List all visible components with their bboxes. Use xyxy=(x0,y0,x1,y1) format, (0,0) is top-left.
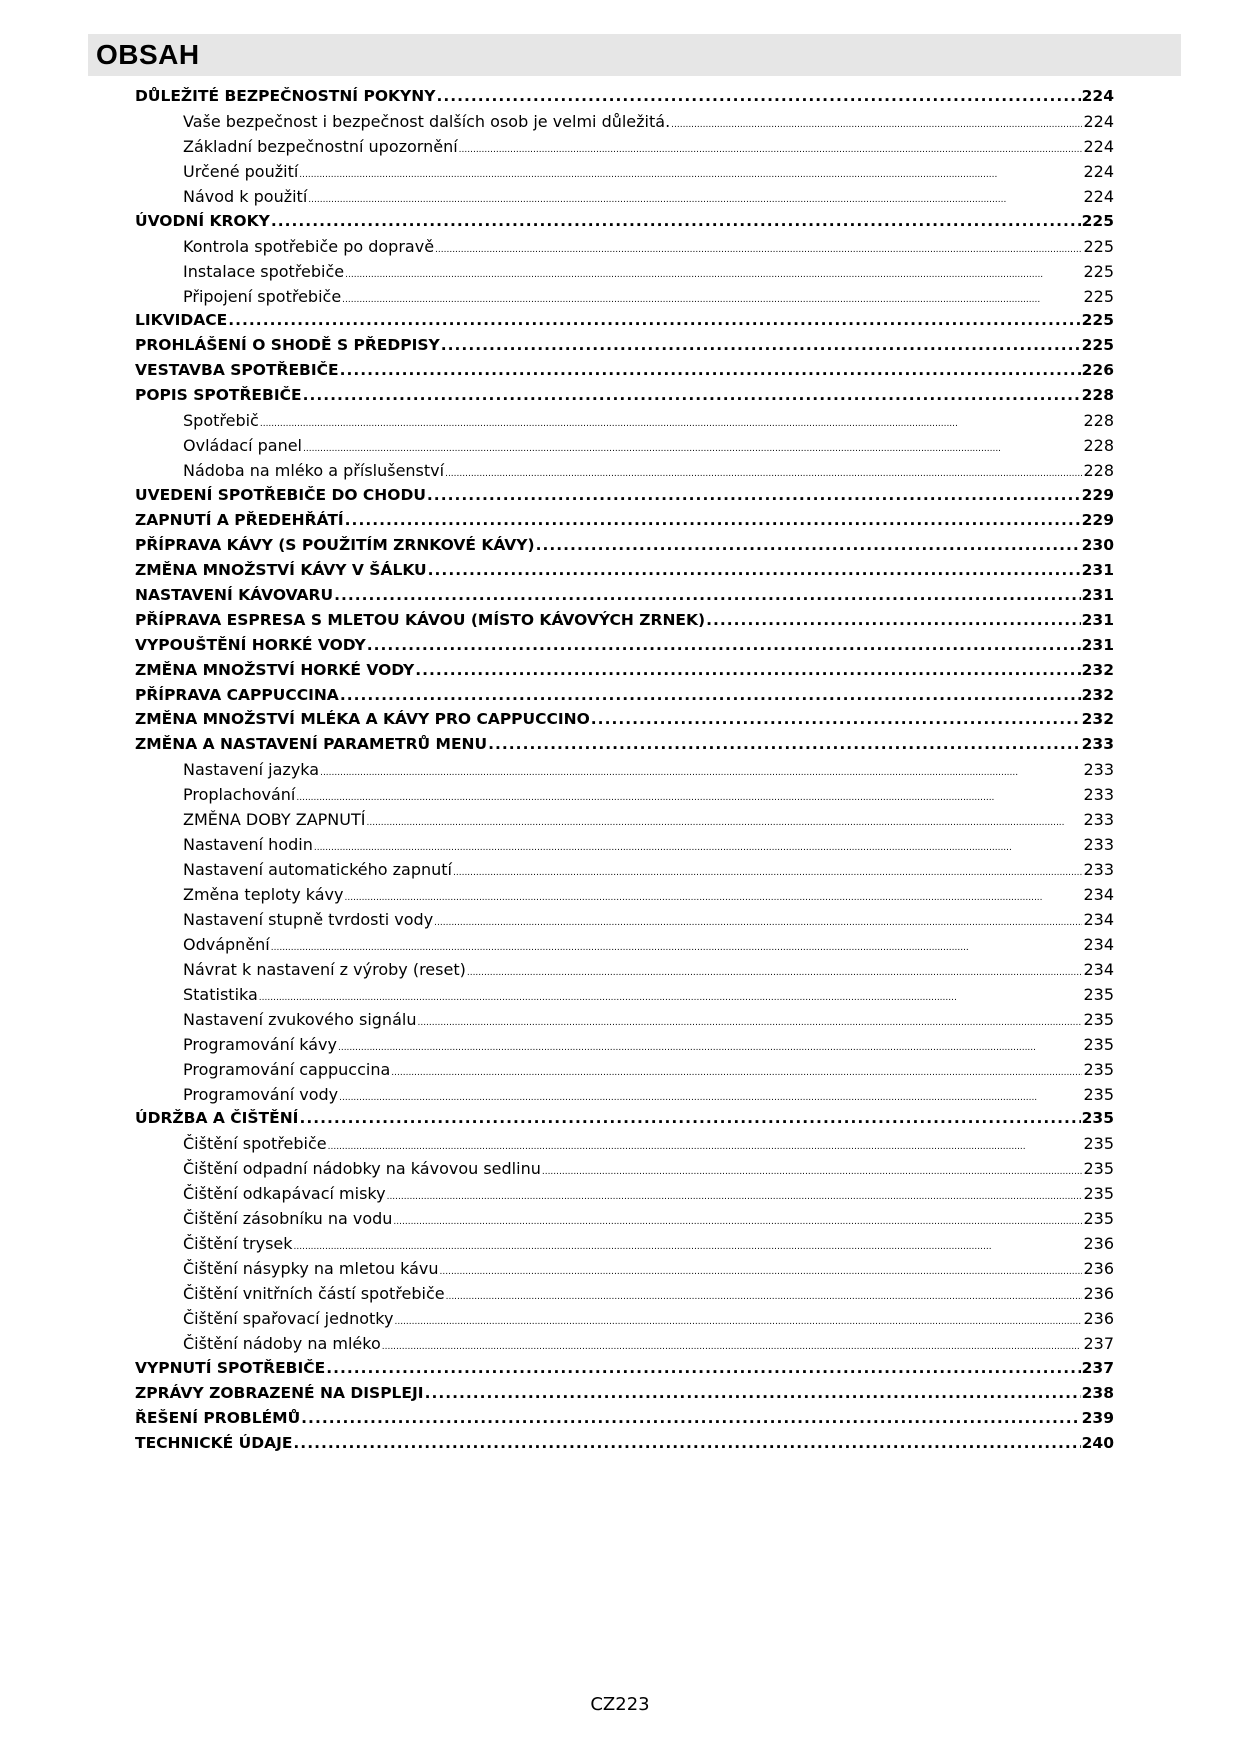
toc-entry-page: 235 xyxy=(1083,1084,1114,1104)
toc-subsection-entry[interactable] xyxy=(135,1184,1114,1209)
toc-dot-leader xyxy=(342,287,1082,306)
toc-entry-label: ÚVODNÍ KROKY xyxy=(135,211,270,230)
toc-section-entry[interactable] xyxy=(135,536,1114,561)
toc-entry-page: 235 xyxy=(1083,1134,1114,1154)
toc-dot-leader xyxy=(441,336,1081,354)
toc-subsection-entry[interactable] xyxy=(135,1309,1114,1334)
toc-dot-leader xyxy=(542,1159,1083,1178)
toc-dot-leader xyxy=(591,710,1081,728)
toc-section-entry[interactable] xyxy=(135,661,1114,686)
toc-entry-page: 234 xyxy=(1083,959,1114,979)
toc-dot-leader xyxy=(320,760,1082,779)
toc-entry-page: 239 xyxy=(1081,1408,1114,1427)
toc-entry-page: 237 xyxy=(1081,1358,1114,1377)
toc-entry-label: ZMĚNA MNOŽSTVÍ KÁVY V ŠÁLKU xyxy=(135,560,427,579)
toc-dot-leader xyxy=(436,87,1080,105)
toc-subsection-entry[interactable] xyxy=(135,187,1114,212)
toc-entry-label: ŘEŠENÍ PROBLÉMŮ xyxy=(135,1408,301,1427)
toc-dot-leader xyxy=(299,162,1082,181)
toc-section-entry[interactable] xyxy=(135,611,1114,636)
toc-entry-page: 231 xyxy=(1081,635,1114,654)
toc-entry-label: Návrat k nastavení z výroby (reset) xyxy=(183,959,466,979)
toc-entry-label: Statistika xyxy=(183,984,258,1004)
toc-entry-page: 234 xyxy=(1083,909,1114,929)
toc-subsection-entry[interactable] xyxy=(135,985,1114,1010)
toc-section-entry[interactable] xyxy=(135,710,1114,735)
toc-entry-label: VYPNUTÍ SPOTŘEBIČE xyxy=(135,1358,326,1377)
toc-entry-page: 228 xyxy=(1083,436,1114,456)
toc-dot-leader xyxy=(445,461,1082,480)
toc-entry-page: 226 xyxy=(1081,361,1114,380)
toc-entry-label: Čištění nádoby na mléko xyxy=(183,1333,381,1353)
toc-entry-label: Kontrola spotřebiče po dopravě xyxy=(183,236,435,256)
toc-entry-page: 238 xyxy=(1081,1383,1114,1402)
toc-dot-leader xyxy=(415,661,1080,679)
toc-entry-page: 235 xyxy=(1083,1184,1114,1204)
toc-entry-label: ZMĚNA DOBY ZAPNUTÍ xyxy=(183,810,366,830)
toc-entry-label: ZMĚNA A NASTAVENÍ PARAMETRŮ MENU xyxy=(135,735,488,754)
toc-entry-page: 237 xyxy=(1083,1333,1114,1353)
toc-section-entry[interactable] xyxy=(135,561,1114,586)
toc-dot-leader xyxy=(340,361,1081,379)
toc-entry-label: Nastavení zvukového signálu xyxy=(183,1009,417,1029)
toc-section-entry[interactable] xyxy=(135,212,1114,237)
toc-entry-label: Programování vody xyxy=(183,1084,339,1104)
toc-subsection-entry[interactable] xyxy=(135,1259,1114,1284)
toc-dot-leader xyxy=(314,835,1083,854)
toc-entry-label: ZPRÁVY ZOBRAZENÉ NA DISPLEJI xyxy=(135,1383,424,1402)
toc-entry-label: Vaše bezpečnost i bezpečnost dalších osob je velmi důležitá. xyxy=(183,111,671,131)
toc-entry-label: PŘÍPRAVA KÁVY (S POUŽITÍM ZRNKOVÉ KÁVY) xyxy=(135,535,535,554)
toc-section-entry[interactable] xyxy=(135,311,1114,336)
toc-entry-label: VYPOUŠTĚNÍ HORKÉ VODY xyxy=(135,635,366,654)
toc-entry-page: 233 xyxy=(1083,760,1114,780)
toc-entry-label: Čištění spotřebiče xyxy=(183,1134,327,1154)
toc-entry-label: UVEDENÍ SPOTŘEBIČE DO CHODU xyxy=(135,486,426,504)
toc-entry-label: DŮLEŽITÉ BEZPEČNOSTNÍ POKYNY xyxy=(135,87,436,105)
toc-entry-label: PŘÍPRAVA CAPPUCCINA xyxy=(135,685,339,704)
toc-entry-page: 232 xyxy=(1081,685,1114,704)
toc-dot-leader xyxy=(459,137,1083,156)
toc-subsection-entry[interactable] xyxy=(135,461,1114,486)
toc-entry-page: 233 xyxy=(1083,835,1114,855)
toc-entry-page: 225 xyxy=(1083,236,1114,256)
toc-entry-page: 229 xyxy=(1081,486,1114,504)
toc-subsection-entry[interactable] xyxy=(135,810,1114,835)
toc-entry-page: 233 xyxy=(1083,860,1114,880)
toc-dot-leader xyxy=(340,686,1081,704)
toc-section-entry[interactable] xyxy=(135,586,1114,611)
toc-dot-leader xyxy=(434,910,1082,929)
toc-subsection-entry[interactable] xyxy=(135,935,1114,960)
toc-entry-label: Spotřebič xyxy=(183,411,259,431)
toc-dot-leader xyxy=(536,536,1081,554)
toc-entry-page: 224 xyxy=(1083,161,1114,181)
toc-dot-leader xyxy=(303,436,1082,455)
toc-dot-leader xyxy=(345,511,1081,529)
toc-entry-label: Určené použití xyxy=(183,161,299,181)
toc-entry-label: Čištění spařovací jednotky xyxy=(183,1308,394,1328)
toc-subsection-entry[interactable] xyxy=(135,436,1114,461)
toc-entry-label: NASTAVENÍ KÁVOVARU xyxy=(135,585,334,604)
toc-subsection-entry[interactable] xyxy=(135,835,1114,860)
toc-dot-leader xyxy=(328,1134,1083,1153)
toc-dot-leader xyxy=(671,112,1082,131)
toc-entry-label: LIKVIDACE xyxy=(135,311,228,330)
toc-subsection-entry[interactable] xyxy=(135,237,1114,262)
toc-subsection-entry[interactable] xyxy=(135,1334,1114,1359)
toc-entry-page: 234 xyxy=(1083,885,1114,904)
toc-entry-label: Nastavení hodin xyxy=(183,835,313,855)
toc-section-entry[interactable] xyxy=(135,361,1114,386)
toc-dot-leader xyxy=(260,411,1083,430)
toc-subsection-entry[interactable] xyxy=(135,262,1114,287)
toc-entry-page: 225 xyxy=(1083,261,1114,281)
toc-entry-label: POPIS SPOTŘEBIČE xyxy=(135,386,302,405)
toc-section-entry[interactable] xyxy=(135,636,1114,661)
toc-section-entry[interactable] xyxy=(135,1359,1114,1384)
toc-entry-label: PROHLÁŠENÍ O SHODĚ S PŘEDPISY xyxy=(135,336,440,355)
toc-entry-label: Čištění odkapávací misky xyxy=(183,1184,386,1204)
toc-dot-leader xyxy=(393,1209,1082,1228)
page-number: CZ223 xyxy=(590,1694,650,1715)
toc-entry-label: Nastavení jazyka xyxy=(183,760,320,780)
toc-entry-label: Návod k použití xyxy=(183,186,308,206)
toc-entry-page: 228 xyxy=(1083,461,1114,481)
toc-dot-leader xyxy=(344,885,1082,904)
toc-dot-leader xyxy=(259,985,1083,1004)
toc-subsection-entry[interactable] xyxy=(135,137,1114,162)
toc-subsection-entry[interactable] xyxy=(135,960,1114,985)
toc-dot-leader xyxy=(299,1109,1080,1127)
toc-dot-leader xyxy=(417,1010,1082,1029)
toc-subsection-entry[interactable] xyxy=(135,760,1114,785)
toc-subsection-entry[interactable] xyxy=(135,287,1114,312)
toc-entry-label: Čištění trysek xyxy=(183,1234,293,1254)
toc-entry-page: 235 xyxy=(1081,1109,1114,1128)
toc-section-entry[interactable] xyxy=(135,511,1114,536)
toc-entry-page: 233 xyxy=(1083,785,1114,805)
toc-subsection-entry[interactable] xyxy=(135,1010,1114,1035)
table-of-contents xyxy=(135,87,1114,1459)
toc-entry-page: 234 xyxy=(1083,934,1114,954)
toc-dot-leader xyxy=(293,1434,1080,1452)
title-bar xyxy=(88,34,1181,76)
toc-dot-leader xyxy=(446,1284,1083,1303)
toc-section-entry[interactable] xyxy=(135,486,1114,511)
toc-subsection-entry[interactable] xyxy=(135,1209,1114,1234)
toc-entry-page: 231 xyxy=(1081,560,1114,579)
toc-entry-page: 229 xyxy=(1081,510,1114,529)
toc-dot-leader xyxy=(271,212,1081,230)
toc-section-entry[interactable] xyxy=(135,1109,1114,1134)
toc-entry-page: 224 xyxy=(1081,87,1114,105)
toc-dot-leader xyxy=(271,935,1083,954)
toc-dot-leader xyxy=(303,386,1081,404)
toc-subsection-entry[interactable] xyxy=(135,885,1114,910)
toc-entry-page: 225 xyxy=(1081,311,1114,330)
toc-subsection-entry[interactable] xyxy=(135,785,1114,810)
toc-entry-label: ZMĚNA MNOŽSTVÍ MLÉKA A KÁVY PRO CAPPUCCINO xyxy=(135,710,590,729)
toc-entry-label: Čištění vnitřních částí spotřebiče xyxy=(183,1284,445,1303)
toc-entry-label: ZAPNUTÍ A PŘEDEHŘÁTÍ xyxy=(135,510,344,529)
toc-subsection-entry[interactable] xyxy=(135,1035,1114,1060)
toc-dot-leader xyxy=(228,311,1080,329)
toc-entry-page: 235 xyxy=(1083,1034,1114,1054)
toc-subsection-entry[interactable] xyxy=(135,162,1114,187)
toc-subsection-entry[interactable] xyxy=(135,1159,1114,1184)
toc-dot-leader xyxy=(440,1259,1083,1278)
toc-entry-label: Čištění zásobníku na vodu xyxy=(183,1209,393,1229)
toc-entry-label: Čištění odpadní nádobky na kávovou sedlinu xyxy=(183,1159,541,1179)
toc-subsection-entry[interactable] xyxy=(135,411,1114,436)
toc-entry-label: Základní bezpečnostní upozornění xyxy=(183,136,458,156)
toc-entry-label: Čištění násypky na mletou kávu xyxy=(183,1259,439,1279)
toc-subsection-entry[interactable] xyxy=(135,860,1114,885)
toc-entry-label: ZMĚNA MNOŽSTVÍ HORKÉ VODY xyxy=(135,660,415,679)
toc-entry-label: ÚDRŽBA A ČIŠTĚNÍ xyxy=(135,1109,299,1128)
toc-dot-leader xyxy=(391,1060,1082,1079)
toc-subsection-entry[interactable] xyxy=(135,1134,1114,1159)
toc-entry-label: Nádoba na mléko a příslušenství xyxy=(183,461,445,481)
toc-entry-label: Nastavení stupně tvrdosti vody xyxy=(183,909,434,929)
toc-dot-leader xyxy=(366,810,1082,829)
toc-entry-page: 232 xyxy=(1081,710,1114,729)
toc-section-entry[interactable] xyxy=(135,1434,1114,1459)
toc-entry-label: TECHNICKÉ ÚDAJE xyxy=(135,1433,293,1452)
toc-entry-page: 235 xyxy=(1083,1009,1114,1029)
toc-entry-page: 235 xyxy=(1083,1059,1114,1079)
toc-section-entry[interactable] xyxy=(135,1384,1114,1409)
toc-entry-label: Změna teploty kávy xyxy=(183,885,344,904)
toc-subsection-entry[interactable] xyxy=(135,1284,1114,1309)
toc-dot-leader xyxy=(301,1409,1080,1427)
toc-dot-leader xyxy=(394,1309,1082,1328)
toc-dot-leader xyxy=(339,1085,1082,1104)
toc-entry-page: 225 xyxy=(1083,286,1114,306)
toc-dot-leader xyxy=(326,1359,1080,1377)
toc-entry-page: 224 xyxy=(1083,111,1114,131)
toc-dot-leader xyxy=(428,561,1081,579)
toc-dot-leader xyxy=(345,262,1082,281)
toc-entry-label: Nastavení automatického zapnutí xyxy=(183,860,452,880)
toc-entry-page: 235 xyxy=(1083,1209,1114,1229)
toc-entry-page: 233 xyxy=(1083,810,1114,830)
toc-dot-leader xyxy=(338,1035,1082,1054)
toc-entry-page: 225 xyxy=(1081,336,1114,355)
toc-entry-page: 228 xyxy=(1083,411,1114,431)
toc-entry-page: 224 xyxy=(1083,186,1114,206)
toc-subsection-entry[interactable] xyxy=(135,1060,1114,1085)
toc-dot-leader xyxy=(435,237,1082,256)
toc-subsection-entry[interactable] xyxy=(135,1234,1114,1259)
toc-entry-label: Odvápnění xyxy=(183,934,270,954)
toc-entry-page: 235 xyxy=(1083,1159,1114,1179)
toc-subsection-entry[interactable] xyxy=(135,1085,1114,1110)
toc-entry-page: 231 xyxy=(1081,585,1114,604)
toc-entry-page: 232 xyxy=(1081,660,1114,679)
toc-section-entry[interactable] xyxy=(135,87,1114,112)
toc-entry-label: Připojení spotřebiče xyxy=(183,286,342,306)
toc-entry-label: Ovládací panel xyxy=(183,436,302,456)
toc-dot-leader xyxy=(467,960,1083,979)
toc-dot-leader xyxy=(294,1234,1083,1253)
toc-dot-leader xyxy=(706,611,1081,629)
toc-entry-page: 231 xyxy=(1081,610,1114,629)
toc-subsection-entry[interactable] xyxy=(135,910,1114,935)
toc-entry-page: 236 xyxy=(1083,1308,1114,1328)
toc-dot-leader xyxy=(367,636,1081,654)
toc-entry-label: PŘÍPRAVA ESPRESA S MLETOU KÁVOU (MÍSTO KÁVOVÝCH ZRNEK) xyxy=(135,610,706,629)
toc-subsection-entry[interactable] xyxy=(135,112,1114,137)
toc-entry-page: 236 xyxy=(1083,1259,1114,1279)
toc-entry-page: 235 xyxy=(1083,984,1114,1004)
toc-dot-leader xyxy=(334,586,1081,604)
toc-entry-page: 233 xyxy=(1081,735,1114,754)
toc-dot-leader xyxy=(387,1184,1083,1203)
toc-entry-label: Instalace spotřebiče xyxy=(183,261,345,281)
toc-dot-leader xyxy=(453,860,1082,879)
toc-entry-label: Proplachování xyxy=(183,785,296,805)
toc-entry-page: 236 xyxy=(1083,1234,1114,1254)
toc-entry-page: 225 xyxy=(1081,211,1114,230)
toc-section-entry[interactable] xyxy=(135,336,1114,361)
toc-entry-page: 230 xyxy=(1081,535,1114,554)
toc-section-entry[interactable] xyxy=(135,1409,1114,1434)
toc-dot-leader xyxy=(296,785,1082,804)
toc-dot-leader xyxy=(488,735,1081,753)
toc-entry-page: 228 xyxy=(1081,386,1114,405)
toc-entry-page: 236 xyxy=(1083,1284,1114,1303)
toc-dot-leader xyxy=(382,1334,1083,1353)
toc-entry-page: 224 xyxy=(1083,136,1114,156)
toc-entry-label: VESTAVBA SPOTŘEBIČE xyxy=(135,361,339,380)
toc-dot-leader xyxy=(425,1384,1081,1402)
toc-entry-label: Programování cappuccina xyxy=(183,1059,391,1079)
toc-dot-leader xyxy=(427,486,1081,504)
toc-section-entry[interactable] xyxy=(135,686,1114,711)
toc-section-entry[interactable] xyxy=(135,735,1114,760)
page-title: OBSAH xyxy=(96,39,200,70)
toc-dot-leader xyxy=(308,187,1082,206)
toc-section-entry[interactable] xyxy=(135,386,1114,411)
toc-entry-page: 240 xyxy=(1081,1433,1114,1452)
toc-entry-label: Programování kávy xyxy=(183,1034,337,1054)
